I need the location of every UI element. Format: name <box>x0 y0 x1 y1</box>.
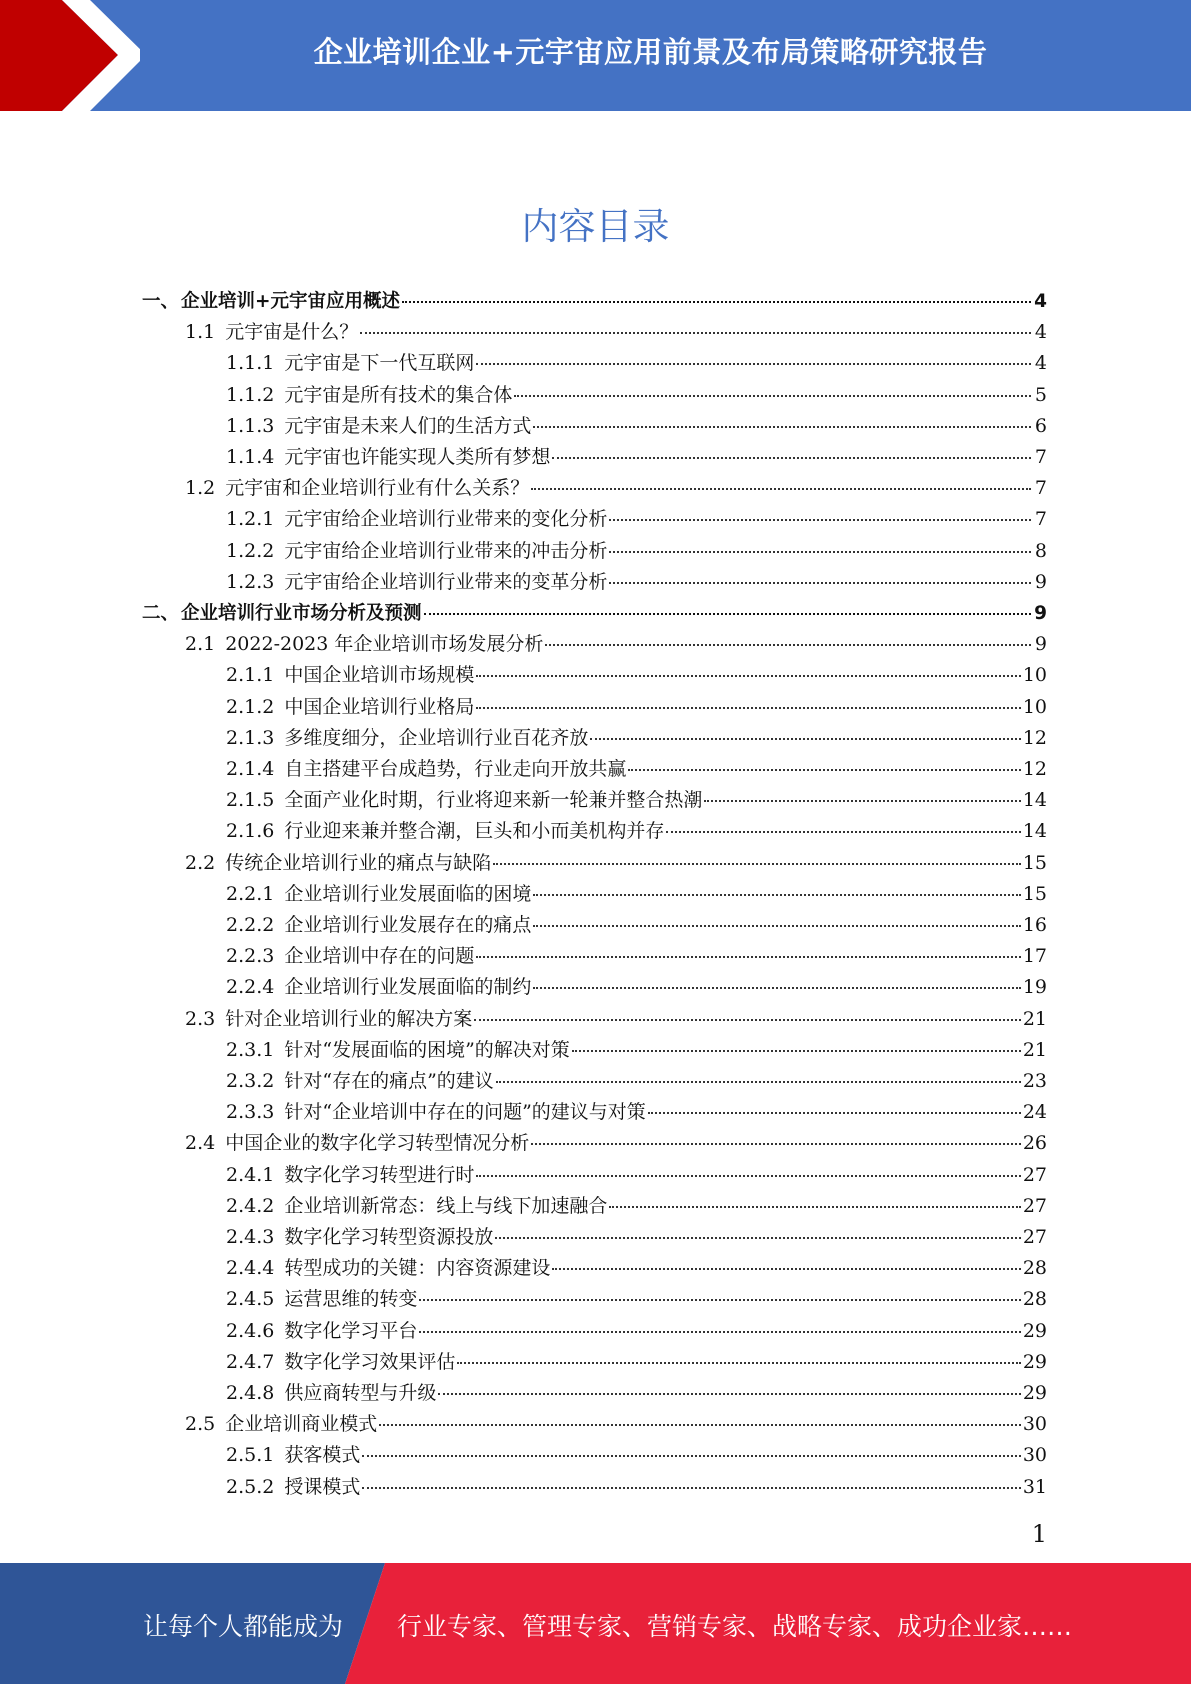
toc-entry-label: 元宇宙也许能实现人类所有梦想 <box>284 446 551 468</box>
toc-dot-leader <box>609 530 1031 553</box>
toc-dot-leader <box>552 436 1031 459</box>
toc-entry-page: 30 <box>1022 1413 1047 1436</box>
toc-entry-label: 元宇宙给企业培训行业带来的变革分析 <box>284 570 608 593</box>
toc-dot-leader <box>362 1434 1020 1457</box>
toc-entry-page: 27 <box>1022 1163 1047 1186</box>
toc-dot-leader <box>495 1216 1020 1239</box>
toc-entry-label: 企业培训行业发展存在的痛点 <box>284 914 532 936</box>
toc-dot-leader <box>609 498 1031 521</box>
toc-entry-page: 16 <box>1022 914 1047 936</box>
toc-entry-label: 行业迎来兼并整合潮，巨头和小而美机构并存 <box>284 820 665 843</box>
toc-entry-number: 2.1.4 <box>226 758 275 780</box>
toc-entry-page: 24 <box>1022 1101 1047 1124</box>
toc-dot-leader <box>438 1372 1020 1395</box>
toc-dot-leader <box>552 1247 1020 1270</box>
toc-dot-leader <box>609 561 1031 584</box>
toc-entry-label: 数字化学习平台 <box>284 1319 418 1342</box>
toc-dot-leader <box>533 405 1031 428</box>
toc-entry-number: 2.5.2 <box>226 1475 275 1498</box>
toc-entry-page: 27 <box>1022 1194 1047 1217</box>
toc-entry-page: 10 <box>1022 664 1047 687</box>
toc-entry-label: 企业培训中存在的问题 <box>284 945 475 968</box>
page-number: 1 <box>1031 1520 1047 1548</box>
toc-entry-label: 针对“企业培训中存在的问题”的建议与对策 <box>284 1101 646 1124</box>
toc-entry-number: 1.2.2 <box>226 539 275 562</box>
toc-dot-leader <box>545 623 1031 646</box>
toc-entry-number: 1.1.3 <box>226 414 275 437</box>
toc-dot-leader <box>360 311 1031 334</box>
toc-entry-page: 8 <box>1034 539 1047 562</box>
toc-entry-number: 2.2.1 <box>226 882 275 905</box>
toc-entry-label: 数字化学习转型进行时 <box>284 1163 475 1186</box>
toc-entry-label: 针对“发展面临的困境”的解决对策 <box>284 1038 570 1061</box>
toc-entry-label: 授课模式 <box>284 1475 361 1498</box>
toc-dot-leader <box>457 1341 1020 1364</box>
toc-entry-label: 供应商转型与升级 <box>284 1382 437 1404</box>
toc-entry-number: 2.3 <box>185 1007 216 1030</box>
toc-entry-label: 转型成功的关键：内容资源建设 <box>284 1257 551 1280</box>
toc-dot-leader <box>476 654 1020 677</box>
toc-entry-label: 元宇宙是什么？ <box>225 321 359 344</box>
toc-entry-number: 2.4 <box>185 1132 216 1155</box>
toc-dot-leader <box>572 1029 1021 1052</box>
toc-entry-page: 9 <box>1034 633 1047 656</box>
toc-dot-leader <box>533 873 1020 896</box>
toc-entry-page: 15 <box>1022 882 1047 905</box>
toc-entry-label: 数字化学习转型资源投放 <box>284 1226 494 1248</box>
toc-dot-leader <box>533 904 1020 927</box>
toc-entry-label: 多维度细分，企业培训行业百花齐放 <box>284 726 589 749</box>
toc-entry-label: 元宇宙是所有技术的集合体 <box>284 383 513 406</box>
toc-entry-page: 30 <box>1022 1444 1047 1467</box>
toc-dot-leader <box>628 748 1020 771</box>
toc-entry-number: 2.1 <box>185 633 216 656</box>
toc-entry-page: 7 <box>1034 477 1047 500</box>
toc-dot-leader <box>496 1060 1021 1083</box>
toc-entry-page: 7 <box>1034 446 1047 468</box>
toc-entry-label: 获客模式 <box>284 1444 361 1467</box>
toc-entry-page: 28 <box>1022 1288 1047 1311</box>
toc-entry-number: 2.1.2 <box>226 695 275 718</box>
footer-slogan-left: 让每个人都能成为 <box>143 1612 344 1641</box>
toc-entry-label: 元宇宙给企业培训行业带来的变化分析 <box>284 508 608 531</box>
page-header <box>0 0 1191 111</box>
toc-dot-leader <box>419 1278 1020 1301</box>
document-title: 企业培训企业+元宇宙应用前景及布局策略研究报告 <box>313 34 988 69</box>
toc-dot-leader <box>476 935 1020 958</box>
toc-entry-number: 2.4.2 <box>226 1194 275 1217</box>
toc-entry-number: 2.3.1 <box>226 1038 275 1061</box>
toc-entry-number: 2.4.3 <box>226 1226 275 1248</box>
toc-entry-number: 2.4.5 <box>226 1288 275 1311</box>
toc-entry-page: 4 <box>1034 352 1047 375</box>
toc-dot-leader <box>666 810 1020 833</box>
toc-entry-number: 2.1.3 <box>226 726 275 749</box>
toc-entry-number: 1.2.3 <box>226 570 275 593</box>
toc-entry-number: 2.2.4 <box>226 976 275 999</box>
toc-entry-number: 1.1.4 <box>226 446 275 468</box>
toc-entry-number: 一、 <box>142 291 180 312</box>
toc-entry-page: 17 <box>1022 945 1047 968</box>
toc-entry-label: 元宇宙是下一代互联网 <box>284 352 475 375</box>
toc-entry-page: 14 <box>1022 789 1047 812</box>
toc-entry-page: 29 <box>1022 1350 1047 1373</box>
toc-dot-leader <box>531 467 1031 490</box>
toc-entry-label: 企业培训行业市场分析及预测 <box>181 603 422 624</box>
toc-entry-label: 元宇宙是未来人们的生活方式 <box>284 414 532 437</box>
toc-dot-leader <box>476 686 1020 709</box>
toc-entry-label: 中国企业培训市场规模 <box>284 664 475 687</box>
toc-entry-number: 2.2.3 <box>226 945 275 968</box>
toc-entry-number: 2.2.2 <box>226 914 275 936</box>
toc-entry-number: 2.4.1 <box>226 1163 275 1186</box>
toc-dot-leader <box>362 1466 1020 1489</box>
toc-entry-label: 传统企业培训行业的痛点与缺陷 <box>225 851 492 874</box>
toc-entry-label: 针对“存在的痛点”的建议 <box>284 1070 494 1092</box>
toc-dot-leader <box>531 1122 1021 1145</box>
toc-entry-page: 15 <box>1022 851 1047 874</box>
footer-slogan-right: 行业专家、管理专家、营销专家、战略专家、成功企业家…… <box>397 1612 1073 1641</box>
toc-entry-number: 2.1.6 <box>226 820 275 843</box>
toc-dot-leader <box>379 1403 1021 1426</box>
toc-dot-leader <box>648 1091 1021 1114</box>
toc-entry-page: 9 <box>1034 603 1047 624</box>
toc-entry-label: 元宇宙给企业培训行业带来的冲击分析 <box>284 539 608 562</box>
toc-entry-page: 10 <box>1022 695 1047 718</box>
toc-entry-number: 2.4.4 <box>226 1257 275 1280</box>
toc-dot-leader <box>609 1185 1020 1208</box>
toc-dot-leader <box>474 998 1021 1021</box>
toc-entry-page: 7 <box>1034 508 1047 531</box>
toc-dot-leader <box>493 842 1021 865</box>
header-arrow-graphic <box>0 0 140 111</box>
toc-entry-label: 企业培训商业模式 <box>225 1413 378 1436</box>
toc-entry-number: 2.5 <box>185 1413 216 1436</box>
toc-entry-page: 23 <box>1022 1070 1047 1092</box>
toc-entry-page: 21 <box>1022 1007 1047 1030</box>
toc-entry-label: 元宇宙和企业培训行业有什么关系？ <box>225 477 530 500</box>
toc-entry-label: 企业培训新常态：线上与线下加速融合 <box>284 1194 608 1217</box>
toc-entry-page: 26 <box>1022 1132 1047 1155</box>
toc-dot-leader <box>476 1154 1020 1177</box>
toc-entry-page: 9 <box>1034 570 1047 593</box>
toc-entry-page: 19 <box>1022 976 1047 999</box>
toc-entry-page: 27 <box>1022 1226 1047 1248</box>
toc-dot-leader <box>402 280 1031 303</box>
toc-entry-number: 2.2 <box>185 851 216 874</box>
toc-entry-label: 针对企业培训行业的解决方案 <box>225 1007 473 1030</box>
toc-entry-page: 12 <box>1022 758 1047 780</box>
toc-entry-number: 2.5.1 <box>226 1444 275 1467</box>
toc-entry-number: 二、 <box>142 603 180 624</box>
toc-entry-label: 2022-2023 年企业培训市场发展分析 <box>225 633 544 656</box>
toc-entry-label: 运营思维的转变 <box>284 1288 418 1311</box>
toc-entry-label: 中国企业培训行业格局 <box>284 695 475 718</box>
toc-entry-label: 全面产业化时期，行业将迎来新一轮兼并整合热潮 <box>284 789 703 812</box>
toc-dot-leader <box>533 966 1020 989</box>
toc-entry-page: 31 <box>1022 1475 1047 1498</box>
toc-entry-page: 21 <box>1022 1038 1047 1061</box>
toc-entry-number: 2.4.7 <box>226 1350 275 1373</box>
toc-entry-number: 1.2.1 <box>226 508 275 531</box>
toc-entry-label: 数字化学习效果评估 <box>284 1350 456 1373</box>
toc-entry-number: 2.3.2 <box>226 1070 275 1092</box>
toc-entry-number: 2.3.3 <box>226 1101 275 1124</box>
toc-entry-number: 2.1.5 <box>226 789 275 812</box>
toc-entry-page: 28 <box>1022 1257 1047 1280</box>
toc-entry-page: 29 <box>1022 1319 1047 1342</box>
toc-dot-leader <box>424 592 1031 615</box>
toc-entry-page: 14 <box>1022 820 1047 843</box>
toc-entry-page: 12 <box>1022 726 1047 749</box>
toc-entry-label: 企业培训行业发展面临的制约 <box>284 976 532 999</box>
toc-dot-leader <box>514 374 1031 397</box>
toc-entry-label: 企业培训行业发展面临的困境 <box>284 882 532 905</box>
toc-entry-label: 企业培训+元宇宙应用概述 <box>181 291 401 312</box>
toc-dot-leader <box>476 342 1031 365</box>
toc-entry-number: 1.1.2 <box>226 383 275 406</box>
toc-entry-page: 4 <box>1034 291 1047 312</box>
toc-heading: 内容目录 <box>521 205 670 248</box>
toc-entry-label: 中国企业的数字化学习转型情况分析 <box>225 1132 530 1155</box>
page-footer <box>0 1563 1191 1684</box>
toc-entry-number: 1.1.1 <box>226 352 275 375</box>
toc-entry-number: 1.2 <box>185 477 216 500</box>
toc-entry-number: 2.1.1 <box>226 664 275 687</box>
toc-entry-number: 2.4.6 <box>226 1319 275 1342</box>
toc-entry-page: 4 <box>1034 321 1047 344</box>
toc-entry-page: 6 <box>1034 414 1047 437</box>
toc-dot-leader <box>704 779 1020 802</box>
toc-entry[interactable] <box>226 1470 1047 1501</box>
toc-entry-label: 自主搭建平台成趋势，行业走向开放共赢 <box>284 758 627 780</box>
toc-dot-leader <box>419 1310 1020 1333</box>
toc-entry-number: 2.4.8 <box>226 1382 275 1404</box>
toc-entry-page: 5 <box>1034 383 1047 406</box>
toc-entry-page: 29 <box>1022 1382 1047 1404</box>
toc-entry-number: 1.1 <box>185 321 216 344</box>
toc-dot-leader <box>590 717 1020 740</box>
